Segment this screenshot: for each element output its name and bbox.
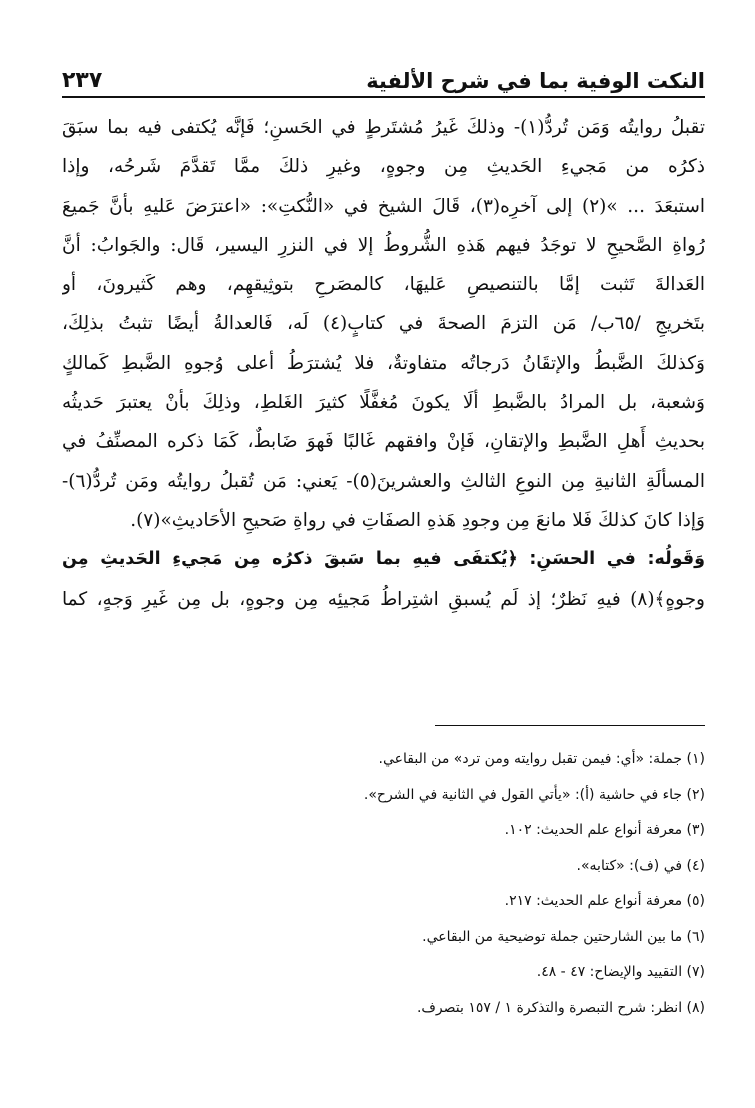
footnote: (٨) انظر: شرح التبصرة والتذكرة ١ / ١٥٧ بتصرف. xyxy=(416,999,705,1016)
main-text xyxy=(62,108,705,619)
text-line: العَدالةَ تَثبت إمَّا بالتنصيصِ عَليهَا، كالمصَرحِ بتوثِيقهِم، وهم كَثيرونَ، أو xyxy=(62,274,705,296)
footnote: (٦) ما بين الشارحتين جملة توضيحية من البقاعي. xyxy=(422,928,705,945)
text-line: ذكرُه من مَجيءِ الحَديثِ مِن وجوهٍ، وغيرِ ذلكَ ممَّا تَقدَّمَ شَرحُه، وإذا xyxy=(62,156,705,178)
footnote: (٣) معرفة أنواع علم الحديث: ١٠٢. xyxy=(504,822,705,838)
text-line: المسألَةِ الثانيةِ مِن النوعِ الثالثِ والعشرينَ(٥)- يَعني: مَن تُقبلُ روايتُه ومَن تُردُّ(٦)- xyxy=(62,470,705,492)
footnote: (١) جملة: «أي: فيمن تقبل روايته ومن ترد» من البقاعي. xyxy=(378,751,705,767)
footnotes xyxy=(62,742,705,1026)
text-line: استبعَدَ ... »(٢) إلى آخرِه(٣)، قَالَ الشيخ في «النُّكتِ»: «اعترَضَ عَليهِ بأنَّ جَميعَ xyxy=(62,195,705,217)
footnote: (٥) معرفة أنواع علم الحديث: ٢١٧. xyxy=(504,893,705,909)
footnote: (٧) التقييد والإيضاح: ٤٧ - ٤٨. xyxy=(536,964,705,980)
text-line: وَإذا كانَ كذلكَ فَلا مانعَ مِن وجودِ هَذهِ الصفَاتِ في رواةِ صَحيحِ الأحَاديثِ»(٧). xyxy=(130,509,705,531)
text-line: وَشعبة، بل المرادُ بالضَّبطِ ألَا يكونَ مُغفَّلًا كثيرَ الغَلطِ، وذلِكَ بأنْ يعتبرَ حَديثُه xyxy=(62,392,705,414)
page-header xyxy=(62,52,705,98)
running-title: النكت الوفية بما في شرح الألفية xyxy=(366,69,705,93)
quoted-line: وَقَولُه: في الحسَنِ: ﴿يُكتفَى فيهِ بما سَبقَ ذكرُه مِن مَجيءِ الحَديثِ مِن xyxy=(62,549,705,570)
text-line: بتَخريجِ /٦٥ب/ مَن التزمَ الصحةَ في كتابٍ(٤) لَه، فَالعدالةُ أيضًا تثبتُ بذلِكَ، xyxy=(62,313,705,335)
text-line: تقبلُ روايتُه وَمَن تُردُّ(١)- وذلكَ غَيرُ مُشتَرطٍ في الحَسنِ؛ فَإنَّه يُكتفى فيه بما سبَقَ xyxy=(62,117,705,138)
text-line: رُواةِ الصَّحيحِ لا توجَدُ فيهم هَذهِ الشُّروطُ إلا في النزرِ اليسير، قَال: والجَوابُ: أنَّ xyxy=(62,234,705,256)
text-line: بحديثِ أَهلِ الضَّبطِ والإتقانِ، فَإنْ وافقهم غَالبًا فَهوَ ضَابطٌ، كَمَا ذكره المصنِّفُ في xyxy=(62,431,705,453)
footnote-separator xyxy=(435,725,705,726)
text-line: وجوهٍ﴾(٨) فيهِ نَظرٌ؛ إذ لَم يُسبقِ اشتِراطُ مَجيئِه مِن وجوهٍ، بل مِن غَيرِ وَجهٍ، كما xyxy=(62,588,705,610)
page-number: ٢٣٧ xyxy=(62,68,103,93)
footnote: (٤) في (ف): «كتابه». xyxy=(576,857,705,874)
footnote: (٢) جاء في حاشية (أ): «يأتي القول في الثانية في الشرح». xyxy=(363,786,705,803)
text-line: وَكذلكَ الضَّبطُ والإتقَانُ دَرجاتُه متفاوتةٌ، فلا يُشترَطُ أعلى وُجوهِ الضَّبطِ كَمالكٍ xyxy=(62,352,705,374)
